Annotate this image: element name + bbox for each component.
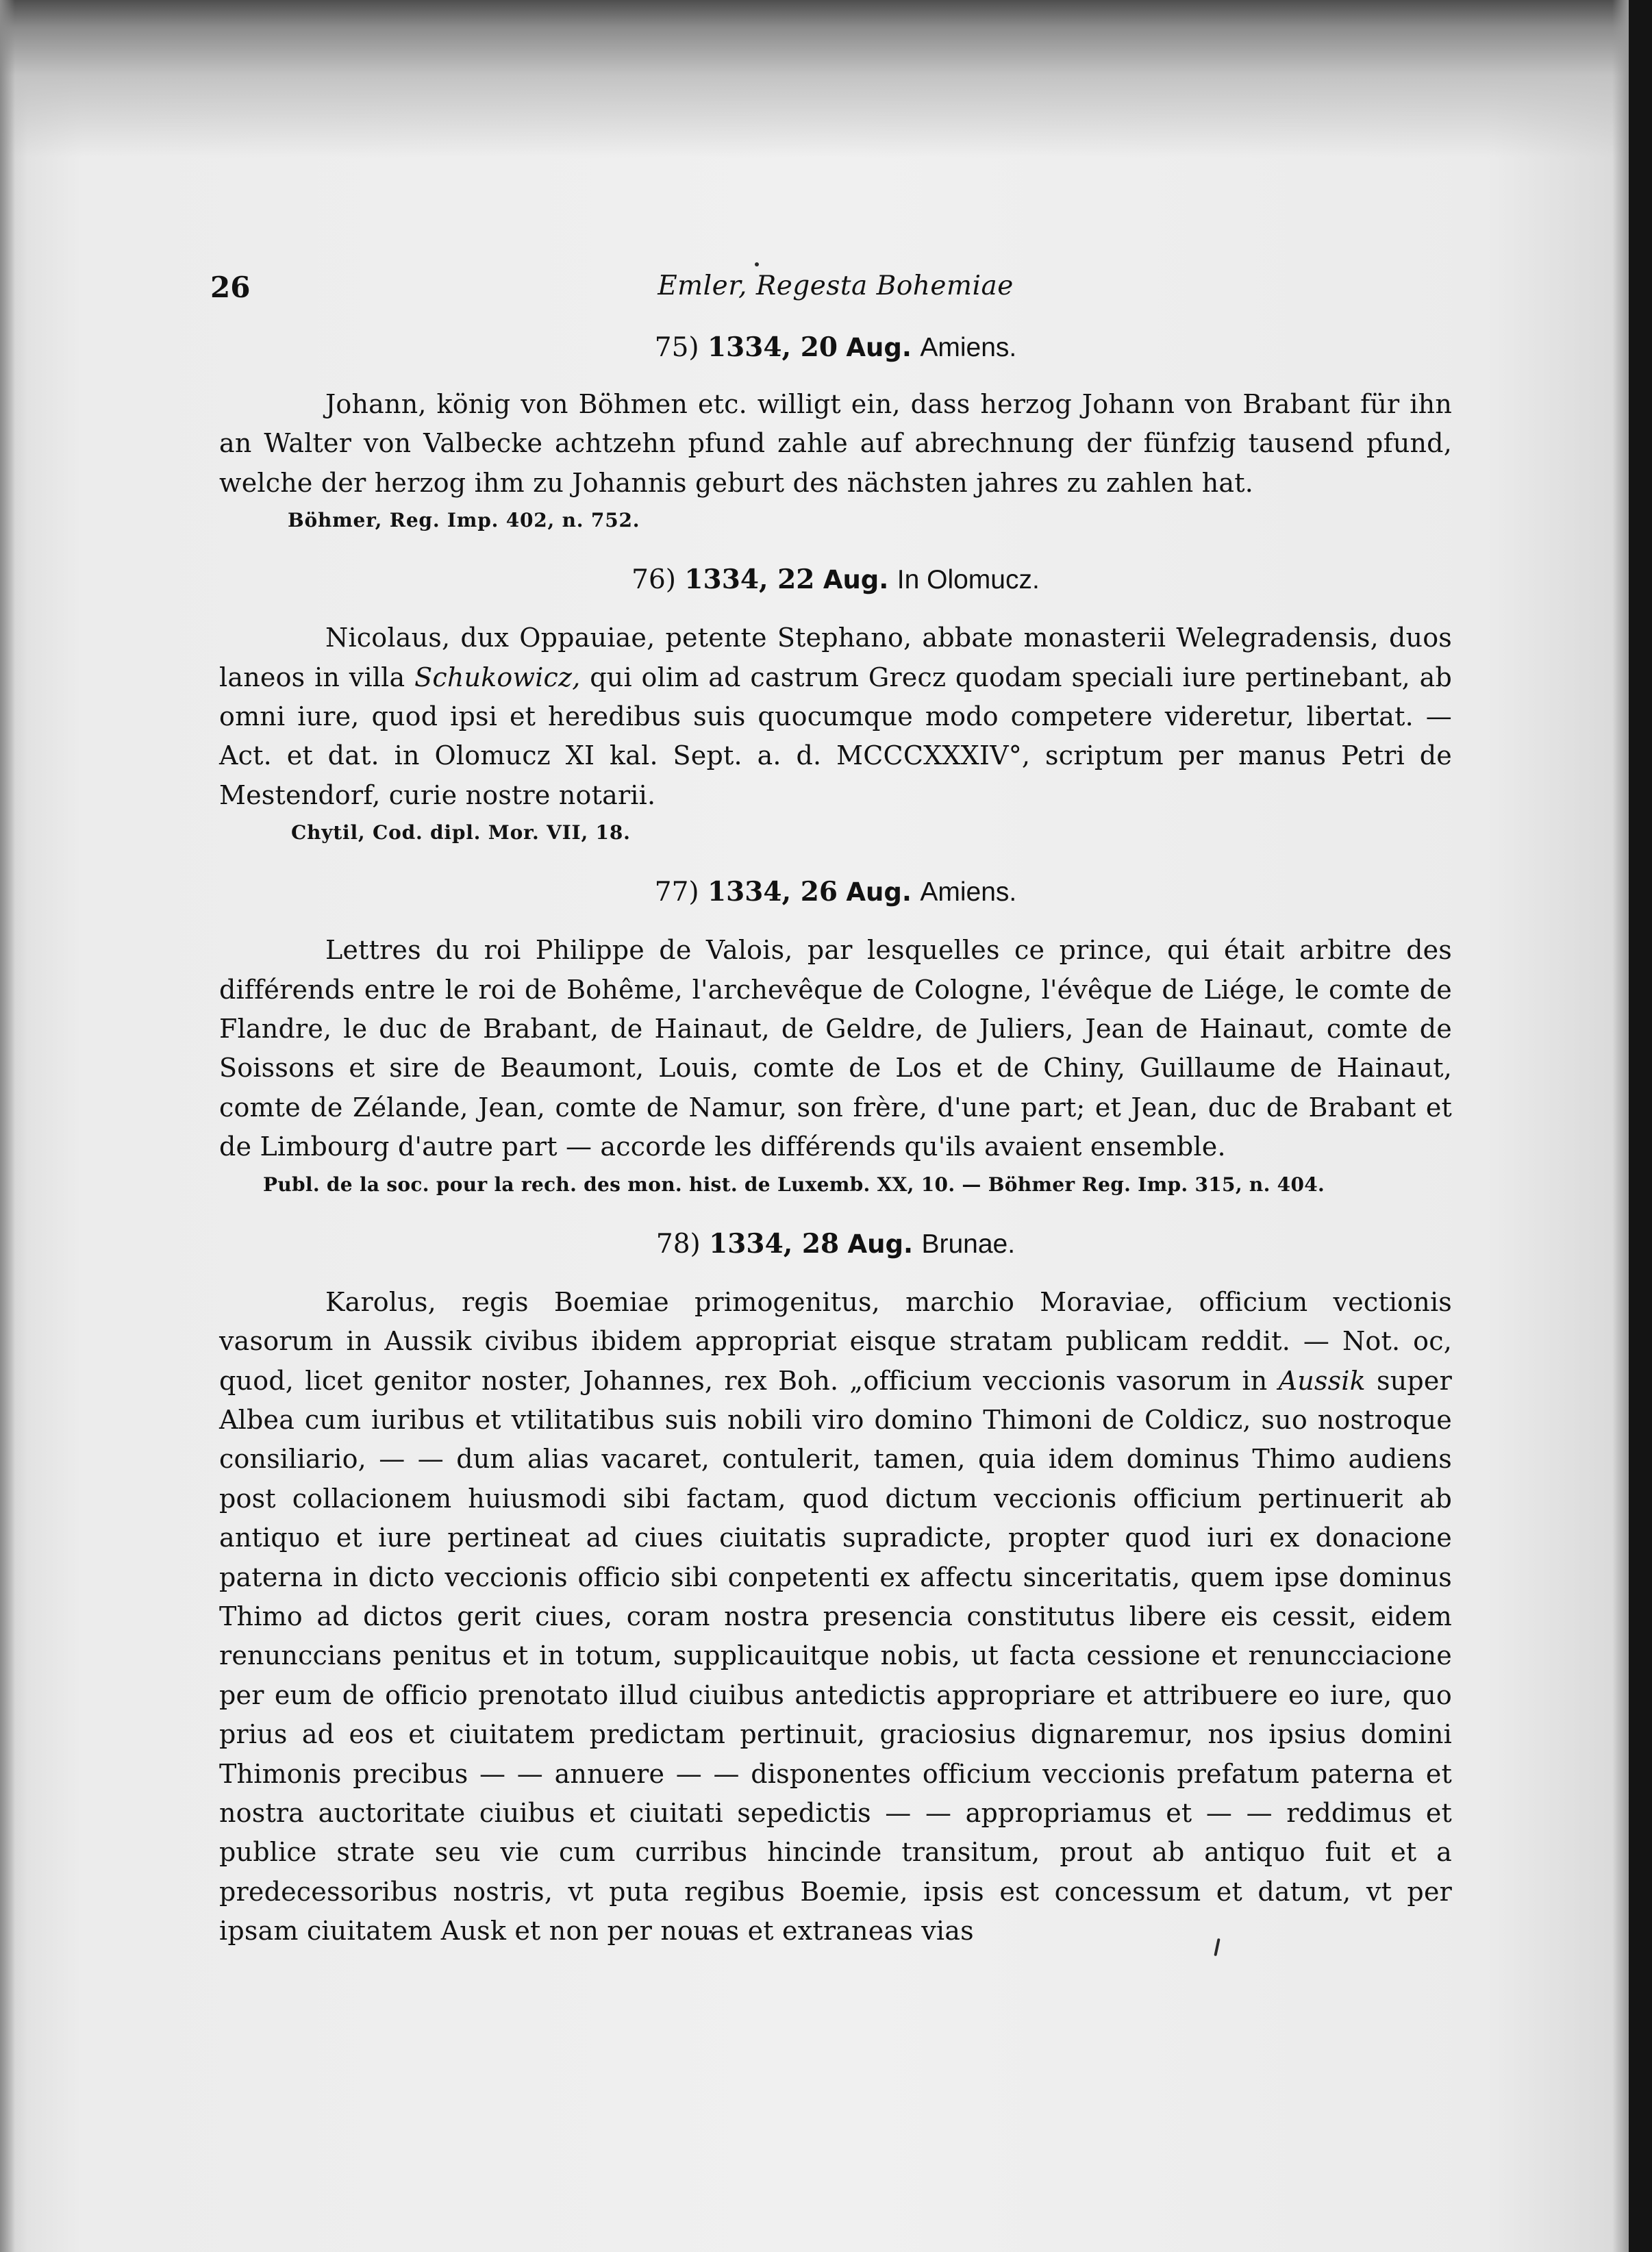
- entry-body: Lettres du roi Philippe de Valois, par lesquelles ce prince, qui était arbitre des différends entre le roi de Bohême, l'archevêque de Cologne, l'évêque de Liége, le comte de Flandre, le duc de Brabant, de Hainaut, de Geldre, de Juliers, Jean de Hainaut, comte de Soissons et sire de Beaumont, Louis, comte de Los et de Chiny, Guillaume de Hainaut, comte de Zélande, Jean, comte de Namur, son frère, d'une part; et Jean, duc de Brabant et de Limbourg d'autre part — accorde les différends qu'ils avaient ensemble.: [219, 935, 1452, 1162]
- entry-body-italic-place: Aussik: [1278, 1365, 1366, 1396]
- entry-number: 77): [654, 877, 699, 908]
- scan-shadow-left: [0, 0, 15, 2252]
- entry-number: 78): [655, 1228, 701, 1260]
- entry-source: Publ. de la soc. pour la rech. des mon. hist. de Luxemb. XX, 10. — Böhmer Reg. Imp. 315, n. 404.: [263, 1173, 1325, 1196]
- entry-body-text: Nicolaus, dux Oppauiae, petente Stephano, abbate monasterii Welegradensis, duos laneos in villa: [219, 623, 1452, 692]
- entry-body: Johann, könig von Böhmen etc. willigt ein, dass herzog Johann von Brabant für ihn an Walter von Valbecke achtzehn pfund zahle auf abrechnung der fünfzig tausend pfund, welche der herzog ihm zu Johannis geburt des nächsten jahres zu zahlen hat.: [219, 389, 1452, 498]
- regest-entry-76: [219, 564, 1452, 847]
- entry-month: Aug.: [846, 333, 912, 362]
- entry-body: [219, 1283, 1452, 1951]
- entry-body: [219, 618, 1452, 815]
- regest-entry-75: [219, 332, 1452, 534]
- entry-source: Chytil, Cod. dipl. Mor. VII, 18.: [291, 821, 631, 844]
- entry-heading: [219, 332, 1452, 363]
- entry-number: 76): [631, 564, 677, 596]
- entry-month: Aug.: [847, 1229, 914, 1259]
- entry-place: Amiens.: [920, 333, 1017, 362]
- page-number: 26: [210, 271, 251, 304]
- entry-date: 1334, 22: [684, 564, 815, 596]
- page-content: [210, 271, 1452, 1951]
- entry-place: In Olomucz.: [897, 565, 1040, 595]
- regest-entry-77: [219, 877, 1452, 1198]
- running-head: [210, 271, 1452, 332]
- running-title: Emler, Regesta Bohemiae: [658, 271, 1014, 301]
- entry-body-text: qui olim ad castrum Grecz quodam speciali iure pertinebant, ab omni iure, quod ipsi et heredibus suis quocumque modo competere videretur, libertat. — Act. et dat. in Olomucz XI kal. Sept. a. d. MCCCXXXIV°, scriptum per manus Petri de Mestendorf, curie nostre notarii.: [219, 662, 1452, 810]
- entry-place: Brunae.: [921, 1229, 1016, 1259]
- entry-number: 75): [654, 332, 699, 363]
- scan-speck: [755, 262, 759, 266]
- entry-body-text: super Albea cum iuribus et vtilitatibus suis nobili viro domino Thimoni de Coldicz, suo nostroque consiliario, — — dum alias vacaret, contulerit, tamen, quia idem dominus Thimo audiens post collacionem huiusmodi sibi factam, quod dictum veccionis officium pertinuerit ab antiquo et iure pertineat ad ciues ciuitatis supradicte, propter quod iuri ex donacione paterna in dicto veccionis officio sibi conpetenti ex affectu sinceritatis, quem ipse dominus Thimo ad dictos gerit ciues, coram nostra presencia constitutus libere eis cessit, eidem renunccians penitus et in totum, supplicauitque nobis, ut facta cessione et renuncciacione per eum de officio prenotato illud ciuibus antedictis appropriare et attribuere eo iure, quo prius ad eos et ciuitatem predictam pertinuit, graciosius dignaremur, nos ipsius domini Thimonis precibus — — annuere — — disponentes officium veccionis prefatum paterna et nostra auctoritate ciuibus et ciuitati sepedictis — — appropriamus et — — reddimus et publice strate seu vie cum curribus hincinde transitum, prout ab antiquo fuit et a predecessoribus nostris, vt puta regibus Boemie, ipsis est concessum et datum, vt per ipsam ciuitatem Ausk et non per nouas et extraneas vias: [219, 1365, 1452, 1947]
- entry-date: 1334, 28: [709, 1227, 840, 1260]
- entry-date: 1334, 26: [708, 876, 838, 908]
- scan-border-right: [1629, 0, 1652, 2252]
- scan-shadow-top: [0, 0, 1652, 158]
- entry-body-italic-place: Schukowicz,: [414, 662, 581, 692]
- entry-body-text: Karolus, regis Boemiae primogenitus, marchio Moraviae, officium vectionis vasorum in Aussik civibus ibidem appropriat eisque stratam publicam reddit. — Not. oc, quod, licet genitor noster, Johannes, rex Boh. „officium veccionis vasorum in: [219, 1286, 1452, 1396]
- entry-source: Böhmer, Reg. Imp. 402, n. 752.: [288, 509, 640, 532]
- scan-shadow-right-gradient: [1612, 0, 1629, 2252]
- entry-heading: [219, 877, 1452, 908]
- entry-place: Amiens.: [920, 877, 1017, 908]
- entry-month: Aug.: [823, 565, 889, 595]
- regest-entry-78: [219, 1229, 1452, 1951]
- entry-month: Aug.: [846, 877, 912, 908]
- entry-date: 1334, 20: [708, 331, 838, 363]
- entry-heading: [219, 1229, 1452, 1260]
- entry-heading: [219, 564, 1452, 595]
